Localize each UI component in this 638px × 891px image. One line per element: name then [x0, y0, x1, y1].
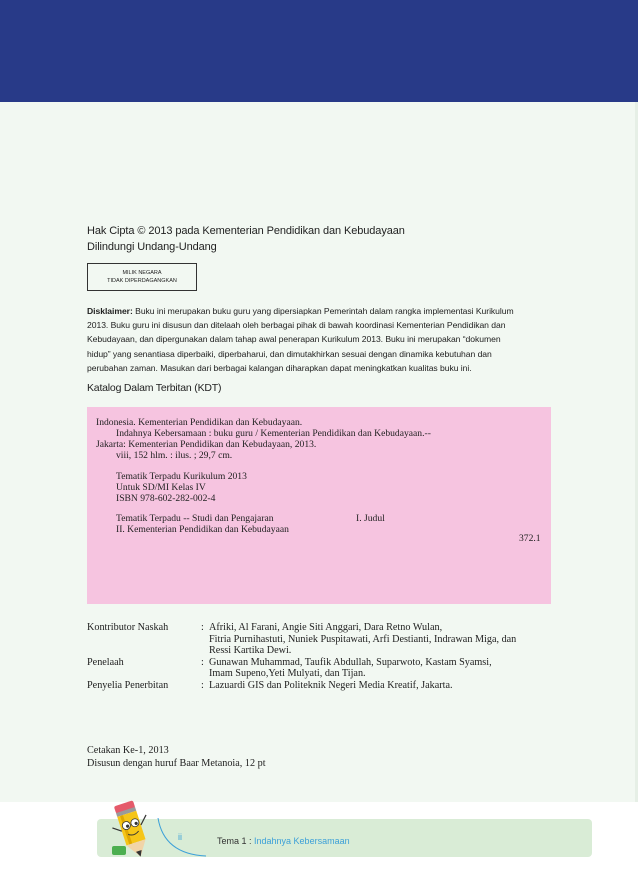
copyright-notice [87, 223, 405, 255]
kdt-heading: Katalog Dalam Terbitan (KDT) [87, 382, 222, 394]
protected-by-law-line: Dilindungi Undang-Undang [87, 241, 217, 253]
printing-info [87, 745, 266, 770]
credit-colon: : [201, 679, 204, 691]
kdt-line-1: Indonesia. Kementerian Pendidikan dan Kebudayaan. [96, 417, 303, 428]
edition-line: Cetakan Ke-1, 2013 [87, 745, 169, 756]
credit-role: Penelaah [87, 656, 124, 668]
credit-names-line: Afriki, Al Farani, Angie Siti Anggari, Dara Retno Wulan, [209, 622, 443, 633]
credit-names-line: Fitria Purnihastuti, Nuniek Puspitawati, Arfi Destianti, Indrawan Miga, dan [209, 633, 517, 645]
font-note-line: Disusun dengan huruf Baar Metanoia, 12 pt [87, 757, 266, 769]
credit-row-contributor [87, 622, 557, 657]
kdt-line-3: Jakarta: Kementerian Pendidikan dan Kebudayaan, 2013. [96, 439, 317, 450]
state-property-stamp [87, 263, 197, 291]
disclaimer-text-4: hidup” yang senantiasa diperbaiki, diperbaharui, dan dimutakhirkan sesuai dengan dinamika kebutuhan dan [87, 348, 492, 359]
copyright-line: Hak Cipta © 2013 pada Kementerian Pendidikan dan Kebudayaan [87, 225, 405, 237]
disclaimer-text-3: Kebudayaan, dan dipergunakan dalam tahap awal penerapan Kurikulum 2013. Buku ini merupakan “dokumen [87, 334, 501, 345]
kdt-line-7: ISBN 978-602-282-002-4 [116, 493, 216, 504]
disclaimer-label: Disklaimer: [87, 306, 133, 316]
kdt-line-6: Untuk SD/MI Kelas IV [116, 482, 206, 493]
credits-section [87, 622, 557, 692]
stamp-line-2: TIDAK DIPERDAGANGKAN [107, 278, 177, 284]
kdt-line-9: II. Kementerian Pendidikan dan Kebudayaan [116, 524, 289, 535]
kdt-line-8b: I. Judul [356, 513, 385, 524]
credit-colon: : [201, 656, 204, 668]
credit-row-publisher [87, 680, 557, 692]
credit-colon: : [201, 622, 204, 633]
footer-theme [217, 836, 350, 846]
disclaimer-text-5: perubahan zaman. Masukan dari berbagai kalangan diharapkan dapat meningkatkan kualitas buku ini. [87, 362, 472, 373]
credit-names-line: Gunawan Muhammad, Taufik Abdullah, Suparwoto, Kastam Syamsi, [209, 656, 492, 668]
top-color-band [0, 0, 638, 102]
kdt-line-8: Tematik Terpadu -- Studi dan Pengajaran [116, 513, 274, 524]
credit-role: Penyelia Penerbitan [87, 679, 169, 691]
kdt-call-number: 372.1 [519, 533, 541, 544]
theme-name: Indahnya Kebersamaan [254, 836, 350, 846]
kdt-line-2: Indahnya Kebersamaan : buku guru / Kementerian Pendidikan dan Kebudayaan.-- [116, 428, 431, 439]
disclaimer-paragraph [87, 304, 552, 375]
disclaimer-text-2: 2013. Buku guru ini disusun dan ditelaah oleh berbagai pihak di bawah koordinasi Kementerian Pendidikan dan [87, 320, 506, 331]
pencil-mascot-icon [108, 800, 156, 862]
kdt-line-5: Tematik Terpadu Kurikulum 2013 [116, 471, 247, 482]
credit-row-reviewer [87, 657, 557, 680]
credit-role: Kontributor Naskah [87, 622, 169, 633]
kdt-catalog-box [87, 407, 551, 604]
stamp-line-1: MILIK NEGARA [122, 270, 162, 276]
credit-names-line: Imam Supeno,Yeti Mulyati, dan Tijan. [209, 668, 366, 680]
disclaimer-text-1: Buku ini merupakan buku guru yang dipersiapkan Pemerintah dalam rangka implementasi Kurikulum [135, 306, 514, 316]
kdt-line-4: viii, 152 hlm. : ilus. ; 29,7 cm. [116, 450, 233, 461]
theme-label: Tema 1 : [217, 836, 255, 846]
page-number: ii [178, 832, 182, 842]
credit-names-line: Ressi Kartika Dewi. [209, 645, 292, 657]
credit-names-line: Lazuardi GIS dan Politeknik Negeri Media Kreatif, Jakarta. [209, 679, 453, 691]
